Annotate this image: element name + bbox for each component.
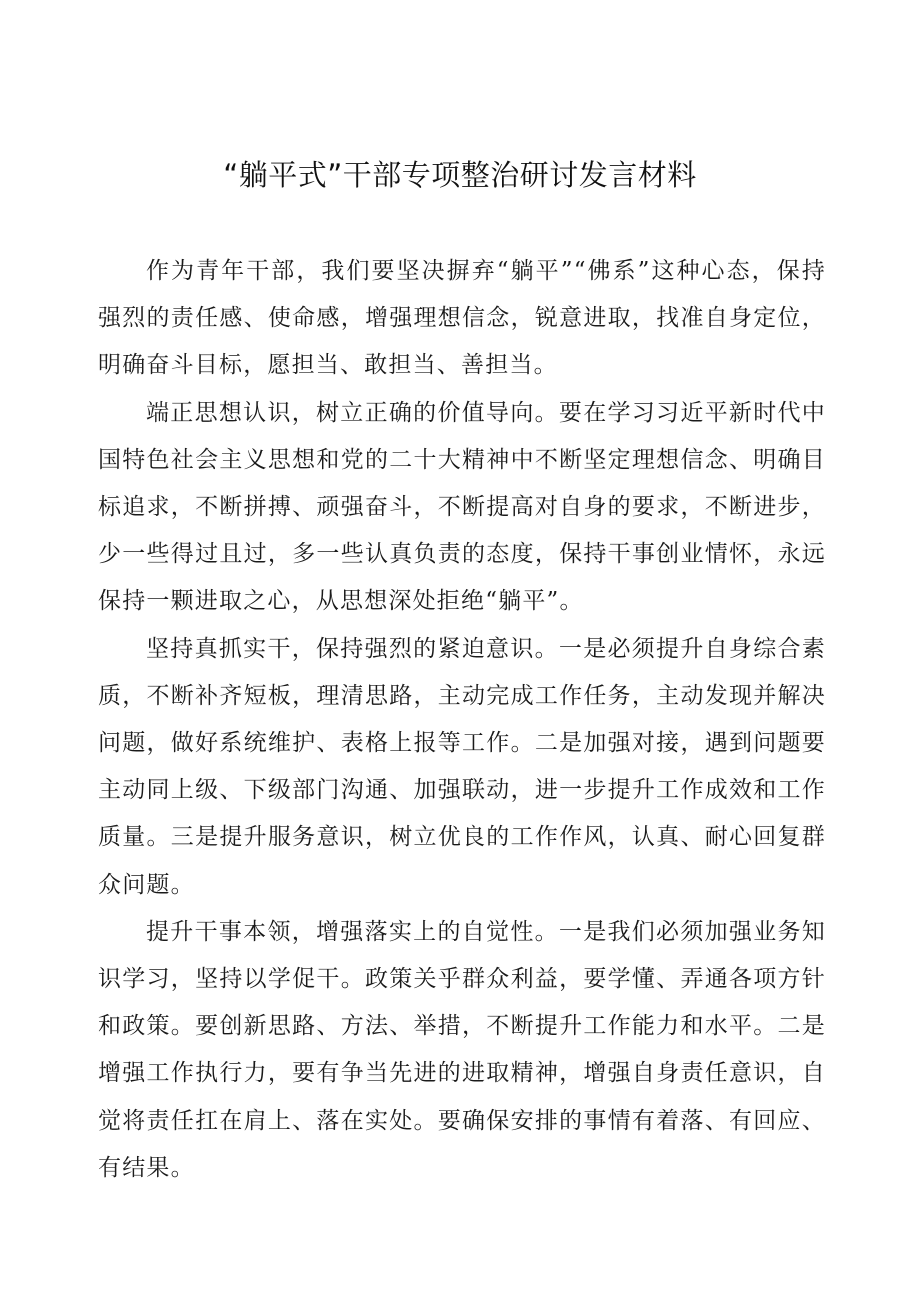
document-title: “躺平式”干部专项整治研讨发言材料: [223, 158, 697, 192]
paragraph-3: 坚持真抓实干，保持强烈的紧迫意识。一是必须提升自身综合素质，不断补齐短板，理清思路，主动完成工作任务，主动发现并解决问题，做好系统维护、表格上报等工作。二是加强对接，遇到问题要主动同上级、下级部门沟通、加强联动，进一步提升工作成效和工作质量。三是提升服务意识，树立优良的工作作风，认真、耐心回复群众问题。: [98, 635, 826, 898]
paragraph-1: 作为青年干部，我们要坚决摒弃“躺平”“佛系”这种心态，保持强烈的责任感、使命感，增强理想信念，锐意进取，找准自身定位，明确奋斗目标，愿担当、敢担当、善担当。: [98, 258, 826, 379]
document-body: [98, 248, 826, 1192]
paragraph-2: 端正思想认识，树立正确的价值导向。要在学习习近平新时代中国特色社会主义思想和党的二十大精神中不断坚定理想信念、明确目标追求，不断拼搏、顽强奋斗，不断提高对自身的要求，不断进步，少一些得过且过，多一些认真负责的态度，保持干事创业情怀，永远保持一颗进取之心，从思想深处拒绝“躺平”。: [98, 399, 826, 615]
paragraph-4: 提升干事本领，增强落实上的自觉性。一是我们必须加强业务知识学习，坚持以学促干。政策关乎群众利益，要学懂、弄通各项方针和政策。要创新思路、方法、举措，不断提升工作能力和水平。二是增强工作执行力，要有争当先进的进取精神，增强自身责任意识，自觉将责任扛在肩上、落在实处。要确保安排的事情有着落、有回应、有结果。: [98, 918, 826, 1181]
